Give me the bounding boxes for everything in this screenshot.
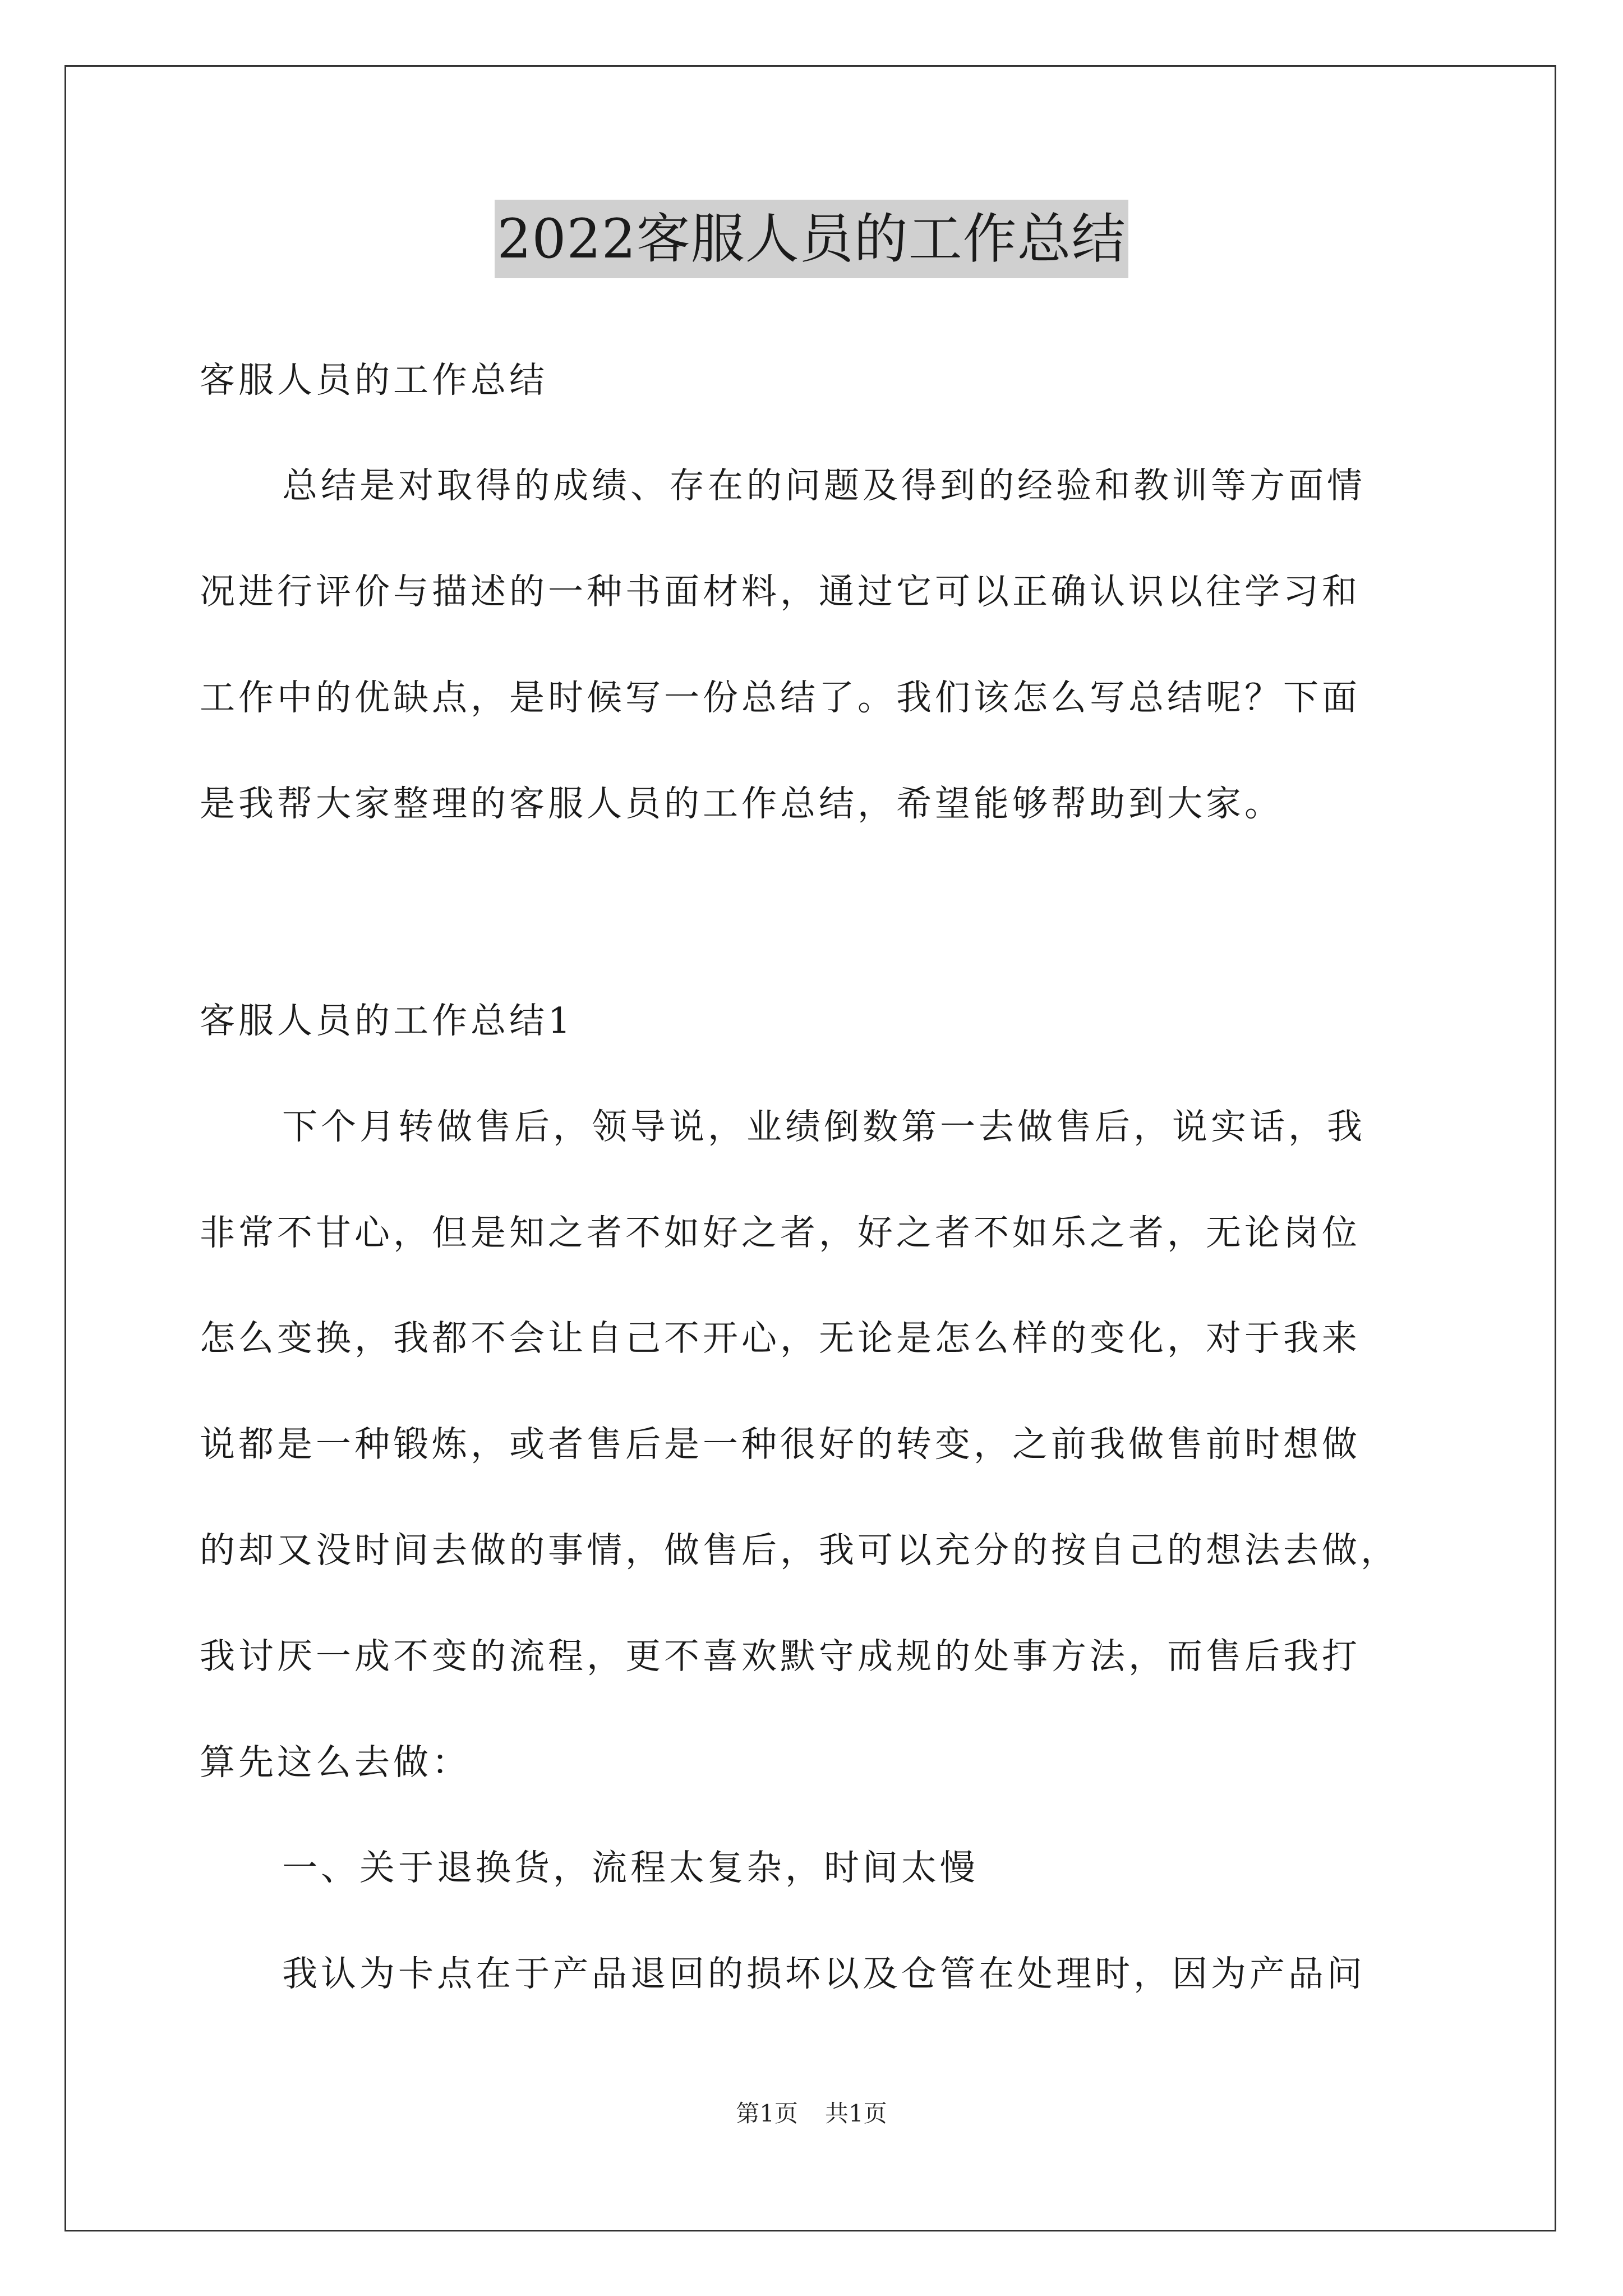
section-heading: 客服人员的工作总结1 <box>200 1000 574 1041</box>
document-title: 2022客服人员的工作总结 <box>495 200 1128 278</box>
paragraph-line: 非常不甘心，但是知之者不如好之者，好之者不如乐之者，无论岗位 <box>200 1212 1361 1253</box>
paragraph-line: 总结是对取得的成绩、存在的问题及得到的经验和教训等方面情 <box>282 465 1366 506</box>
paragraph-line: 是我帮大家整理的客服人员的工作总结，希望能够帮助到大家。 <box>200 783 1283 824</box>
paragraph-line: 算先这么去做： <box>200 1742 471 1783</box>
page-number-total: 共1页 <box>825 2100 887 2127</box>
title-container <box>0 200 1623 278</box>
list-item-heading: 一、关于退换货，流程太复杂，时间太慢 <box>282 1847 979 1888</box>
paragraph-line: 的却又没时间去做的事情，做售后，我可以充分的按自己的想法去做， <box>200 1530 1399 1571</box>
paragraph-line: 我认为卡点在于产品退回的损坏以及仓管在处理时，因为产品问 <box>282 1953 1366 1994</box>
paragraph-line: 况进行评价与描述的一种书面材料，通过它可以正确认识以往学习和 <box>200 571 1361 612</box>
paragraph-line: 怎么变换，我都不会让自己不开心，无论是怎么样的变化，对于我来 <box>200 1318 1361 1359</box>
paragraph-line: 我讨厌一成不变的流程，更不喜欢默守成规的处事方法，而售后我打 <box>200 1636 1361 1677</box>
page-footer <box>0 2097 1623 2131</box>
paragraph-line: 下个月转做售后，领导说，业绩倒数第一去做售后，说实话，我 <box>282 1106 1366 1147</box>
subtitle-line: 客服人员的工作总结 <box>200 360 548 401</box>
page-number-current: 第1页 <box>736 2100 798 2127</box>
paragraph-line: 说都是一种锻炼，或者售后是一种很好的转变，之前我做售前时想做 <box>200 1424 1361 1465</box>
paragraph-line: 工作中的优缺点，是时候写一份总结了。我们该怎么写总结呢？下面 <box>200 677 1361 718</box>
